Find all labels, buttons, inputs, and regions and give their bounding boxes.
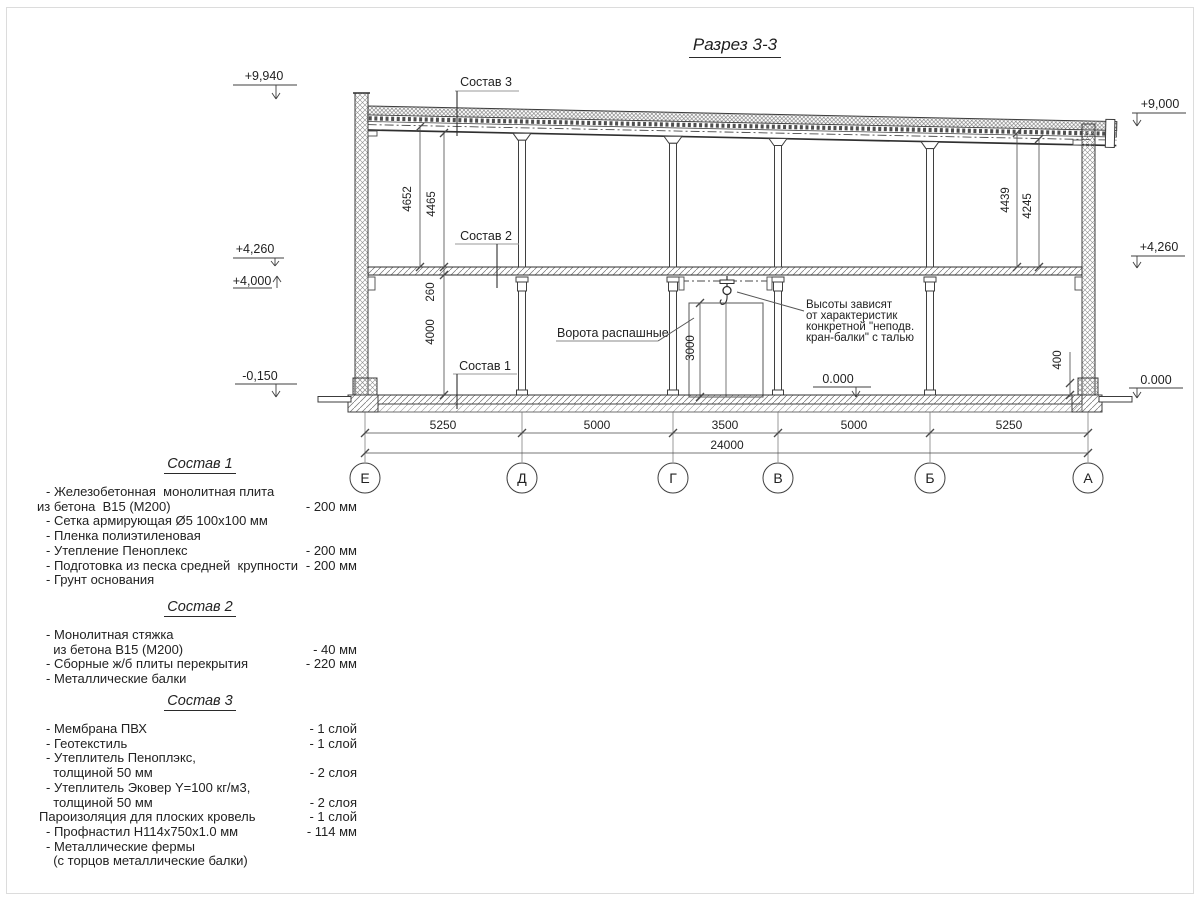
elevation-left-top xyxy=(233,69,297,99)
elevation-left-mid-upper-label: +4,260 xyxy=(235,242,275,256)
crane-note xyxy=(737,292,914,344)
axis-label-g: Г xyxy=(669,470,677,486)
right-roof-bracket xyxy=(1073,140,1082,145)
bottom-dimensions xyxy=(361,412,1092,462)
axis-label-d: Д xyxy=(517,470,527,486)
list-item: - Утеплитель Эковер Y=100 кг/м3, xyxy=(46,779,251,795)
roof-edge-plate xyxy=(1105,119,1115,147)
dim-4465: 4465 xyxy=(426,191,438,217)
elevation-right-mid-label: +4,260 xyxy=(1139,240,1179,254)
callout-sostav3: Состав 3 xyxy=(460,75,512,89)
crane-note-line1: Высоты зависят xyxy=(806,299,893,311)
dim-4000: 4000 xyxy=(425,319,437,345)
elevation-left-bottom xyxy=(235,369,297,397)
list-item: - Сетка армирующая Ø5 100х100 мм xyxy=(46,513,268,529)
left-foundation xyxy=(318,378,378,412)
elevation-right-top xyxy=(1132,97,1186,126)
axis-bubbles xyxy=(350,463,1103,493)
list-item: толщиной 50 мм - 2 слоя xyxy=(46,794,357,810)
left-wall xyxy=(355,93,368,395)
elevation-right-top-label: +9,000 xyxy=(1140,97,1180,111)
elevation-left-mid-lower-label: +4,000 xyxy=(232,274,272,288)
axis-label-b: Б xyxy=(925,470,935,486)
composition-callouts xyxy=(453,75,519,409)
crane-note-line2: от характеристик xyxy=(806,310,898,322)
composition-list-3 xyxy=(35,693,365,869)
dim-span-1: 5250 xyxy=(429,418,457,432)
crane-hook-icon xyxy=(720,276,734,304)
crane-note-line3: конкретной "неподв. xyxy=(806,321,915,333)
ground-slab xyxy=(378,395,1082,412)
dim-3000: 3000 xyxy=(685,335,697,361)
callout-sostav1: Состав 1 xyxy=(459,359,511,373)
list-item: толщиной 50 мм - 2 слоя xyxy=(46,765,357,781)
drawing-title-text: Разрез 3-3 xyxy=(689,35,781,58)
gate-label: Ворота распашные xyxy=(557,326,669,340)
roof-assembly xyxy=(367,104,1116,148)
dim-total-24000: 24000 xyxy=(710,438,744,452)
right-wall xyxy=(1082,124,1095,395)
left-roof-bracket xyxy=(368,131,377,136)
dim-span-3: 3500 xyxy=(711,418,739,432)
dim-span-2: 5000 xyxy=(583,418,611,432)
list-item: - Мембрана ПВХ - 1 слой xyxy=(46,721,357,736)
composition-list-2 xyxy=(35,599,365,687)
right-wall-corbel xyxy=(1075,277,1082,290)
elevation-right-bottom xyxy=(1129,373,1183,398)
list-item: из бетона В15 (М200) - 40 мм xyxy=(46,641,357,657)
list-item: - Металлические балки xyxy=(46,671,187,687)
crane-beam xyxy=(679,276,772,304)
list-item: - Железобетонная монолитная плита xyxy=(46,484,275,499)
elevation-left-mid-lower xyxy=(233,274,281,288)
list-item: - Утеплитель Пеноплэкс, xyxy=(46,750,196,766)
elevation-mid-floor xyxy=(813,372,871,397)
elevation-left-bottom-label: -0,150 xyxy=(242,369,278,383)
dim-4652: 4652 xyxy=(402,186,414,212)
axis-label-a: А xyxy=(1083,470,1093,486)
list-item: - Пленка полиэтиленовая xyxy=(46,528,201,544)
elevation-mid-floor-label: 0.000 xyxy=(822,372,854,386)
crane-note-line4: кран-балки" с талью xyxy=(806,332,914,344)
elevation-right-bottom-label: 0.000 xyxy=(1140,373,1172,387)
elevation-left-top-label: +9,940 xyxy=(244,69,284,83)
composition-3-heading: Состав 3 xyxy=(35,693,365,711)
upper-columns xyxy=(513,133,939,267)
list-item: (с торцов металлические балки) xyxy=(46,853,248,869)
dim-span-5: 5250 xyxy=(995,418,1023,432)
list-item: - Подготовка из песка средней крупности - 200 мм xyxy=(46,557,357,573)
floor-slab xyxy=(368,267,1082,275)
elevation-right-mid xyxy=(1131,240,1185,268)
composition-list-1 xyxy=(35,456,365,588)
axis-label-e: Е xyxy=(360,470,370,486)
composition-2-heading: Состав 2 xyxy=(35,599,365,617)
left-wall-corbel xyxy=(368,277,375,290)
list-item: - Монолитная стяжка xyxy=(46,627,174,642)
callout-sostav2: Состав 2 xyxy=(460,229,512,243)
composition-1-heading: Состав 1 xyxy=(35,456,365,474)
right-foundation xyxy=(1072,378,1132,412)
list-item: Пароизоляция для плоских кровель - 1 слой xyxy=(39,809,357,825)
dim-260: 260 xyxy=(425,282,437,302)
list-item: - Металлические фермы xyxy=(46,838,195,854)
dim-400: 400 xyxy=(1052,350,1064,370)
list-item: - Профнастил Н114х750х1.0 мм - 114 мм xyxy=(46,823,357,839)
list-item: - Геотекстиль - 1 слой xyxy=(46,735,357,751)
list-item: - Утепление Пеноплекс - 200 мм xyxy=(46,542,357,558)
elevation-left-mid-upper xyxy=(233,242,284,266)
dim-4439: 4439 xyxy=(1000,187,1012,213)
list-item: - Сборные ж/б плиты перекрытия - 220 мм xyxy=(46,656,357,672)
list-item: - Грунт основания xyxy=(46,572,155,588)
list-item: из бетона В15 (М200) - 200 мм xyxy=(37,498,357,514)
dim-4245: 4245 xyxy=(1022,193,1034,219)
dim-span-4: 5000 xyxy=(840,418,868,432)
axis-label-v: В xyxy=(773,470,783,486)
